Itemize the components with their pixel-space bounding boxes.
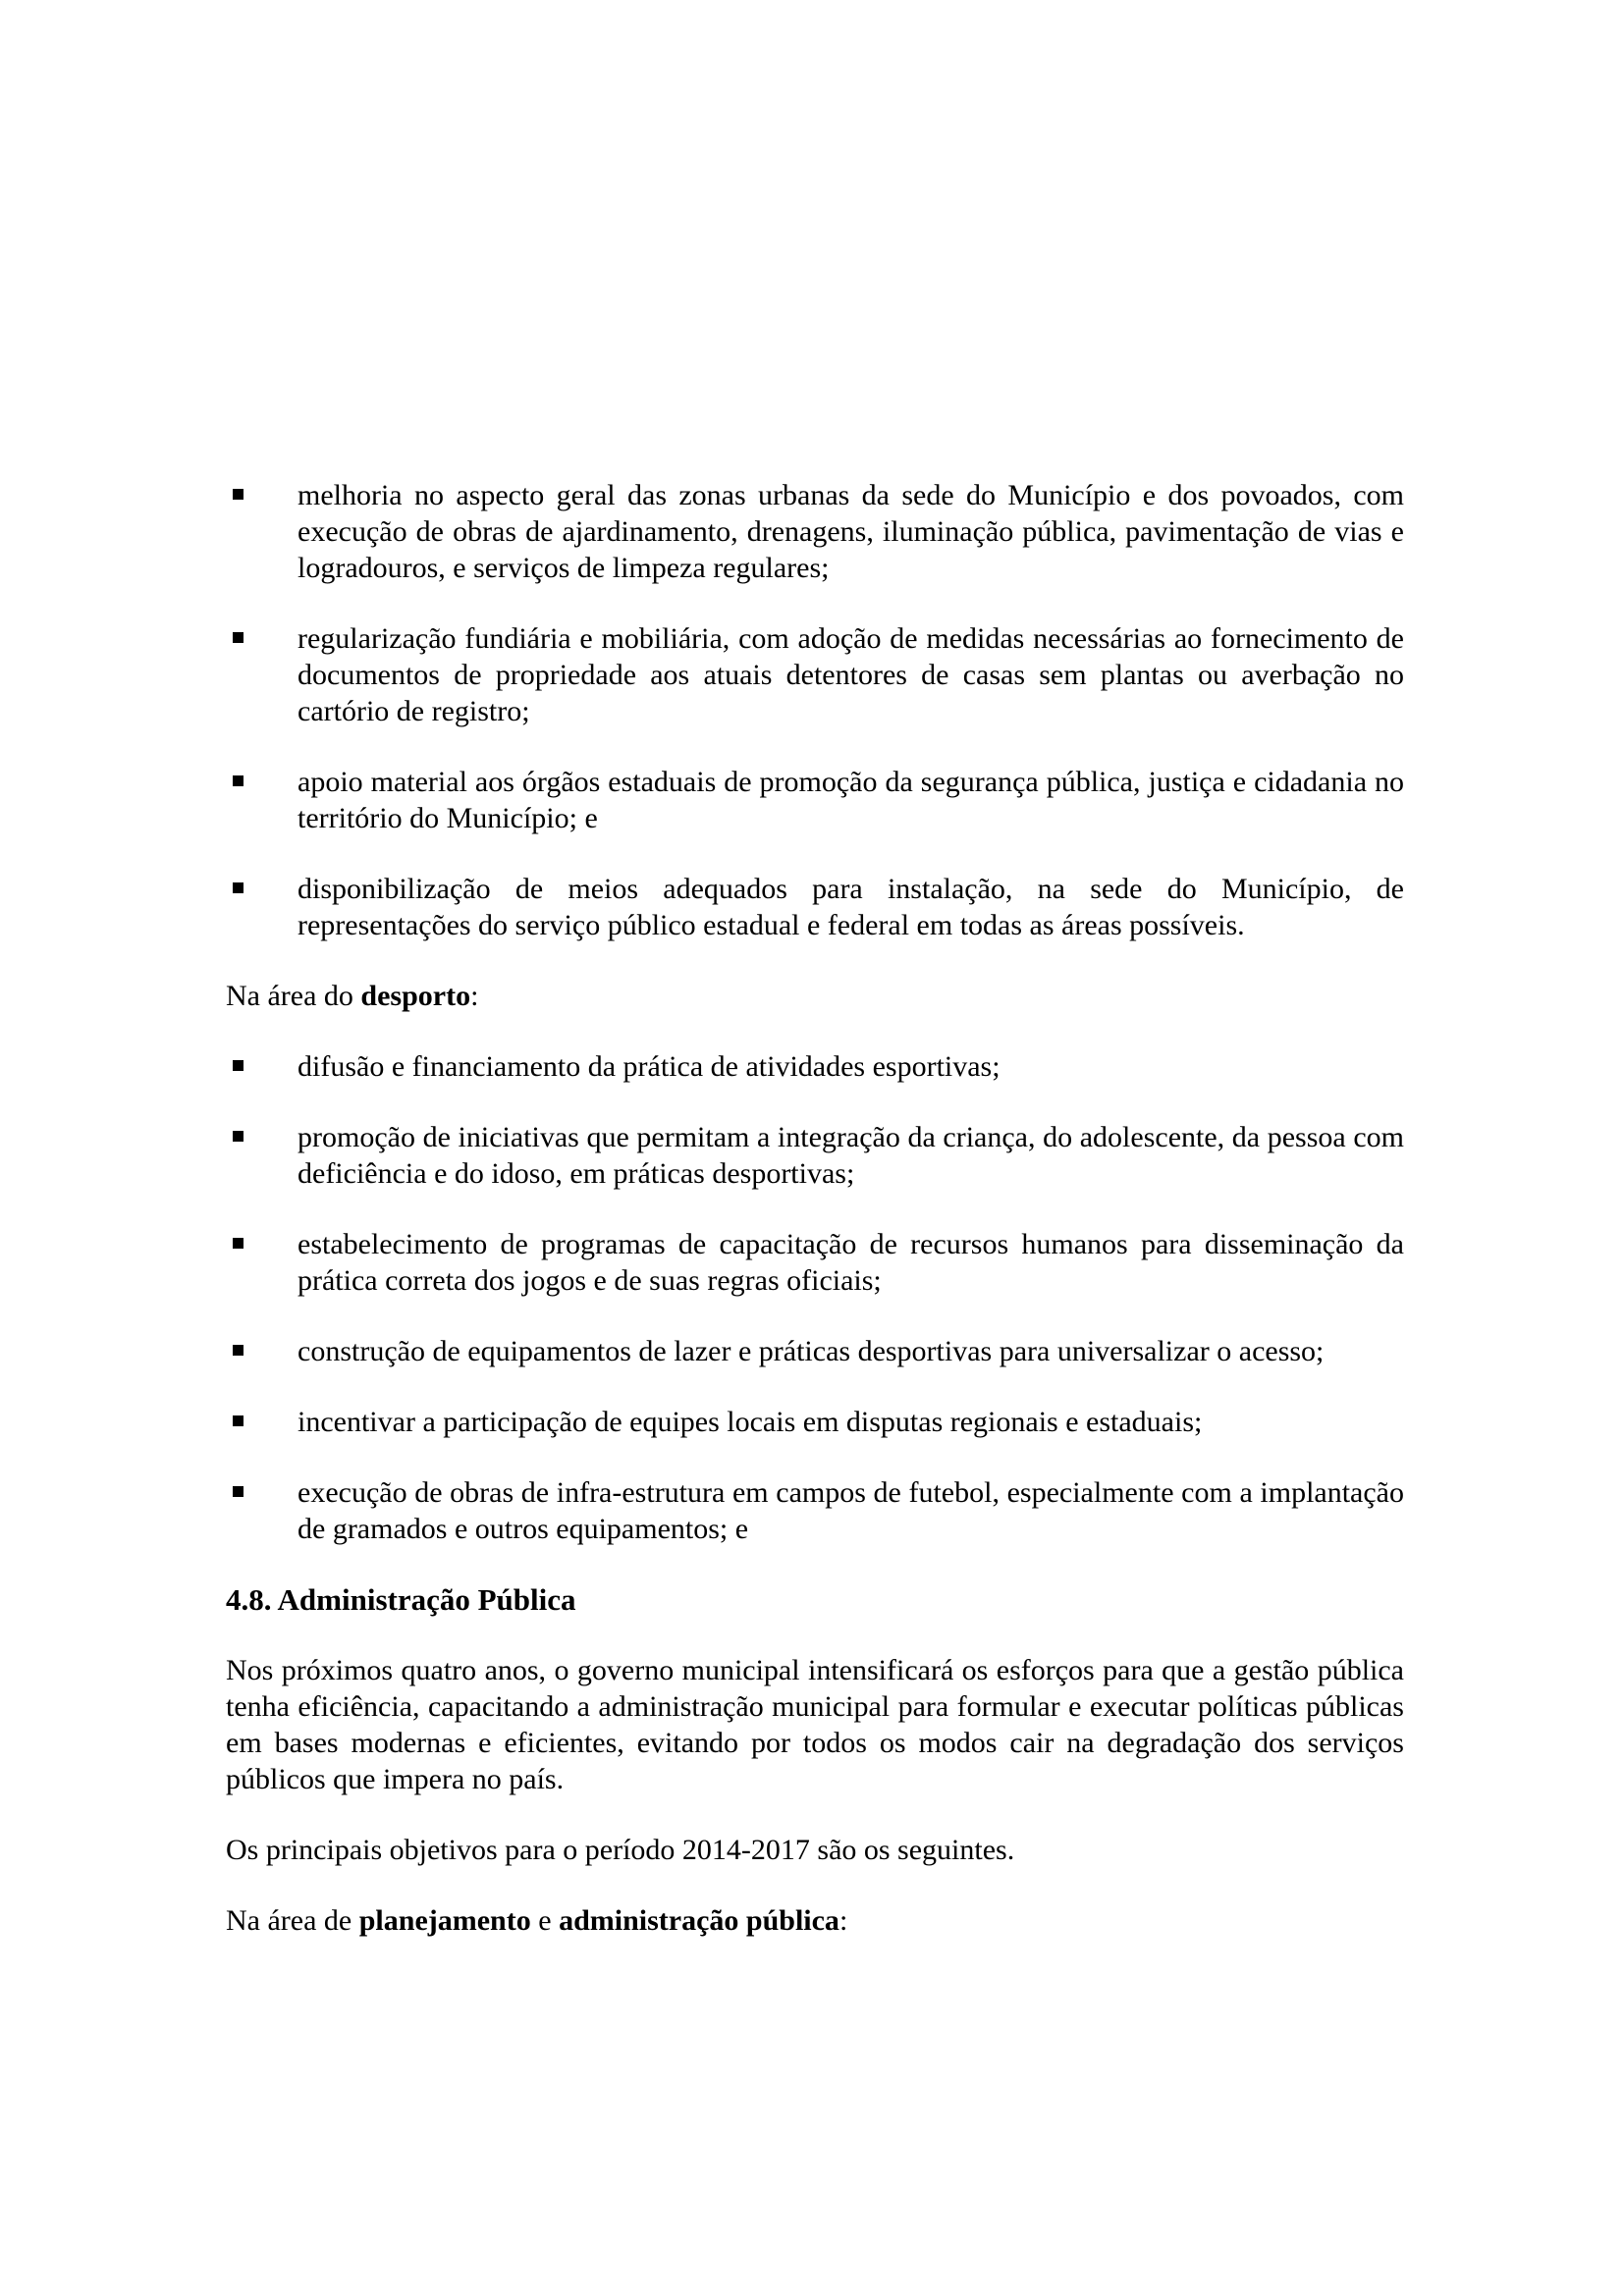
list-item (226, 1048, 1404, 1085)
section-lead-desporto (226, 978, 1404, 1014)
bullet-text: estabelecimento de programas de capacitação de recursos humanos para disseminação da prática correta dos jogos e de suas regras oficiais; (298, 1228, 1404, 1297)
list-item (226, 1474, 1404, 1547)
lead-bold-text: administração pública (559, 1904, 839, 1937)
lead-text: Na área de (226, 1904, 359, 1937)
bullet-text: difusão e financiamento da prática de atividades esportivas; (298, 1050, 1001, 1083)
list-item (226, 620, 1404, 729)
bullet-marker-column (226, 1404, 298, 1440)
section-lead-planejamento (226, 1902, 1404, 1939)
bullet-square-icon (233, 1131, 243, 1142)
list-item (226, 871, 1404, 943)
lead-text: Na área do (226, 980, 361, 1012)
bullet-marker-column (226, 764, 298, 836)
section-heading: 4.8. Administração Pública (226, 1582, 576, 1617)
list-item (226, 1404, 1404, 1440)
lead-text: : (839, 1904, 848, 1937)
list-item (226, 1226, 1404, 1299)
bullet-marker-column (226, 1333, 298, 1369)
bullet-square-icon (233, 1345, 243, 1356)
bullet-text: melhoria no aspecto geral das zonas urbanas da sede do Município e dos povoados, com execução de obras de ajardinamento, drenagens, iluminação pública, pavimentação de vias e logradouros, e serviços de limpeza regulares; (298, 479, 1404, 584)
bullet-square-icon (233, 1238, 243, 1249)
list-item (226, 1333, 1404, 1369)
bullet-square-icon (233, 1486, 243, 1497)
bullet-marker-column (226, 1048, 298, 1085)
list-item (226, 764, 1404, 836)
list-item (226, 1119, 1404, 1192)
bullet-marker-column (226, 871, 298, 943)
paragraph-objetivos: Os principais objetivos para o período 2014-2017 são os seguintes. (226, 1834, 1015, 1866)
bullet-square-icon (233, 632, 243, 643)
bullet-square-icon (233, 775, 243, 786)
lead-bold-text: planejamento (358, 1904, 531, 1937)
bullet-square-icon (233, 1060, 243, 1071)
bullet-text: construção de equipamentos de lazer e práticas desportivas para universalizar o acesso; (298, 1335, 1325, 1367)
paragraph-admin: Nos próximos quatro anos, o governo municipal intensificará os esforços para que a gestão pública tenha eficiência, capacitando a administração municipal para formular e executar políticas públicas em bases modernas e eficientes, evitando por todos os modos cair na degradação dos serviços públicos que impera no país. (226, 1654, 1404, 1795)
lead-bold-text: desporto (360, 980, 471, 1012)
bullet-marker-column (226, 1226, 298, 1299)
list-item (226, 477, 1404, 586)
bullet-marker-column (226, 477, 298, 586)
bullet-marker-column (226, 1119, 298, 1192)
bullet-text: disponibilização de meios adequados para instalação, na sede do Município, de representações do serviço público estadual e federal em todas as áreas possíveis. (298, 873, 1404, 941)
bullet-marker-column (226, 1474, 298, 1547)
lead-text: e (530, 1904, 560, 1937)
bullet-square-icon (233, 882, 243, 893)
bullet-square-icon (233, 1415, 243, 1426)
lead-text: : (470, 980, 479, 1012)
bullet-text: execução de obras de infra-estrutura em campos de futebol, especialmente com a implantação de gramados e outros equipamentos; e (298, 1476, 1404, 1545)
bullet-square-icon (233, 489, 243, 500)
bullet-text: promoção de iniciativas que permitam a integração da criança, do adolescente, da pessoa com deficiência e do idoso, em práticas desportivas; (298, 1121, 1404, 1190)
bullet-text: apoio material aos órgãos estaduais de promoção da segurança pública, justiça e cidadania no território do Município; e (298, 766, 1404, 834)
bullet-text: regularização fundiária e mobiliária, com adoção de medidas necessárias ao fornecimento de documentos de propriedade aos atuais detentores de casas sem plantas ou averbação no cartório de registro; (298, 622, 1404, 727)
bullet-text: incentivar a participação de equipes locais em disputas regionais e estaduais; (298, 1406, 1203, 1438)
bullet-marker-column (226, 620, 298, 729)
